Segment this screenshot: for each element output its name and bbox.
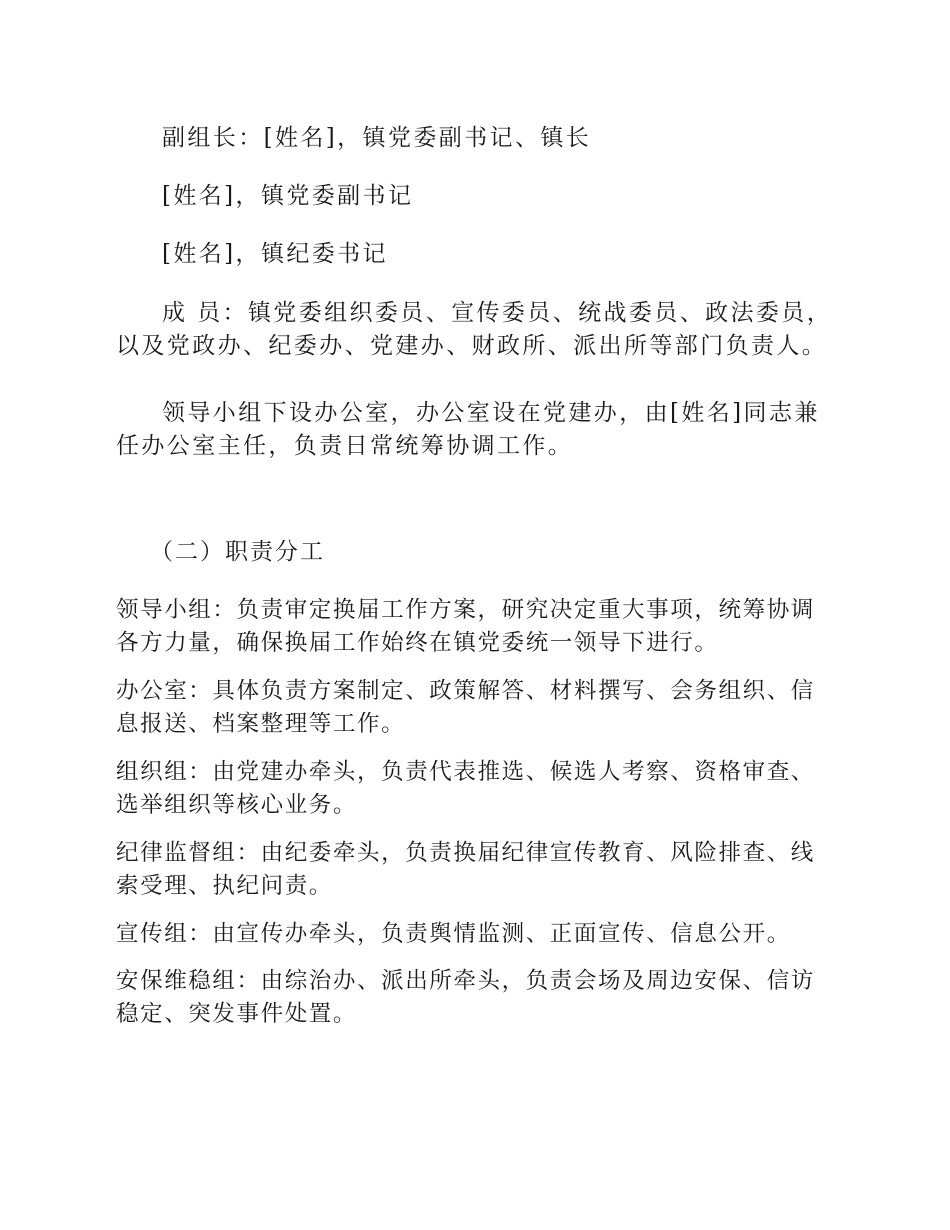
members-paragraph: 成 员：镇党委组织委员、宣传委员、统战委员、政法委员，以及党政办、纪委办、党建办、财政所、派出所等部门负责人。	[116, 300, 833, 359]
duty-paragraph-publicity-group: 宣传组：由宣传办牵头，负责舆情监测、正面宣传、信息公开。	[116, 921, 791, 947]
duty-paragraph-discipline-group: 纪律监督组：由纪委牵头，负责换届纪律宣传教育、风险排查、线索受理、执纪问责。	[116, 840, 815, 899]
deputy-leader-line: 副组长：[姓名]，镇党委副书记、镇长	[162, 125, 592, 151]
section-heading: （二）职责分工	[150, 539, 325, 565]
duty-paragraph-security-group: 安保维稳组：由综治办、派出所牵头，负责会场及周边安保、信访稳定、突发事件处置。	[116, 968, 815, 1027]
deputy-secretary-line: [姓名]，镇党委副书记	[162, 183, 414, 209]
office-paragraph: 领导小组下设办公室，办公室设在党建办，由[姓名]同志兼任办公室主任，负责日常统筹协调工作。	[116, 400, 820, 459]
duty-paragraph-organization-group: 组织组：由党建办牵头，负责代表推选、候选人考察、资格审查、选举组织等核心业务。	[116, 759, 815, 818]
duty-paragraph-leadership-group: 领导小组：负责审定换届工作方案，研究决定重大事项，统筹协调各方力量，确保换届工作始终在镇党委统一领导下进行。	[116, 597, 815, 656]
duty-paragraph-office: 办公室：具体负责方案制定、政策解答、材料撰写、会务组织、信息报送、档案整理等工作。	[116, 678, 815, 737]
discipline-secretary-line: [姓名]，镇纪委书记	[162, 241, 388, 267]
